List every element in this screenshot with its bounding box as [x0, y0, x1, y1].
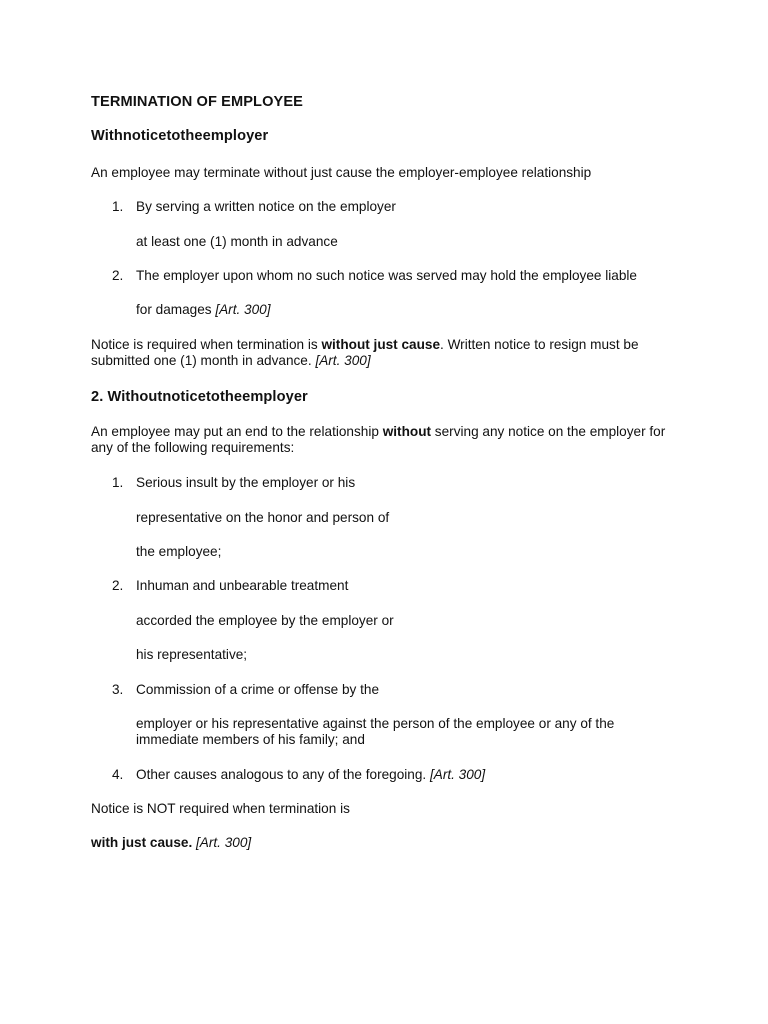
article-reference: [Art. 300] [192, 835, 252, 850]
list-item-line: Inhuman and unbearable treatment [136, 578, 349, 593]
list-number: 2. [112, 578, 124, 593]
section1-heading: Withnoticetotheemployer [91, 128, 269, 144]
list-item-line: Serious insult by the employer or his [136, 475, 356, 490]
section1-note-line1 [91, 337, 639, 353]
section2-heading: 2. Withoutnoticetotheemployer [91, 389, 308, 405]
list-item-line: at least one (1) month in advance [136, 234, 338, 249]
list-number: 3. [112, 682, 124, 697]
list-item-line: Commission of a crime or offense by the [136, 682, 380, 697]
article-reference: [Art. 300] [429, 767, 486, 782]
note-text: . Written notice to resign must be [440, 337, 639, 352]
note-text: Notice is required when termination is [91, 337, 322, 352]
list-number: 1. [112, 475, 124, 490]
note-text: submitted one (1) month in advance. [91, 353, 316, 368]
list-item-line: representative on the honor and person of [136, 510, 390, 525]
list-item-line: The employer upon whom no such notice was served may hold the employee liable [136, 268, 637, 283]
section2-note-line1: Notice is NOT required when termination is [91, 801, 350, 816]
list-item-text: for damages [136, 302, 216, 317]
intro-emphasis: without [382, 424, 432, 439]
article-reference: [Art. 300] [315, 353, 371, 368]
note-emphasis: with just cause. [91, 835, 193, 850]
list-item-line [136, 302, 271, 318]
intro-text: An employee may put an end to the relationship [91, 424, 383, 439]
section2-intro-line2: any of the following requirements: [91, 440, 295, 455]
list-item-line: accorded the employee by the employer or [136, 613, 394, 628]
document-title: TERMINATION OF EMPLOYEE [91, 94, 304, 110]
section2-intro-line1 [91, 424, 665, 440]
section2-note-line2 [91, 835, 251, 851]
list-number: 1. [112, 199, 124, 214]
list-item-text: Other causes analogous to any of the foregoing. [136, 767, 430, 782]
note-emphasis: without just cause [321, 337, 441, 352]
list-item-line: immediate members of his family; and [136, 732, 365, 747]
list-item-line: the employee; [136, 544, 222, 559]
list-item-line [136, 767, 485, 783]
article-reference: [Art. 300] [215, 302, 271, 317]
list-number: 2. [112, 268, 124, 283]
intro-text: serving any notice on the employer for [431, 424, 666, 439]
section1-intro: An employee may terminate without just cause the employer-employee relationship [91, 165, 592, 180]
section1-note-line2 [91, 353, 371, 369]
list-item-line: By serving a written notice on the employer [136, 199, 396, 214]
list-number: 4. [112, 767, 124, 782]
list-item-line: his representative; [136, 647, 248, 662]
list-item-line: employer or his representative against the person of the employee or any of the [136, 716, 615, 731]
